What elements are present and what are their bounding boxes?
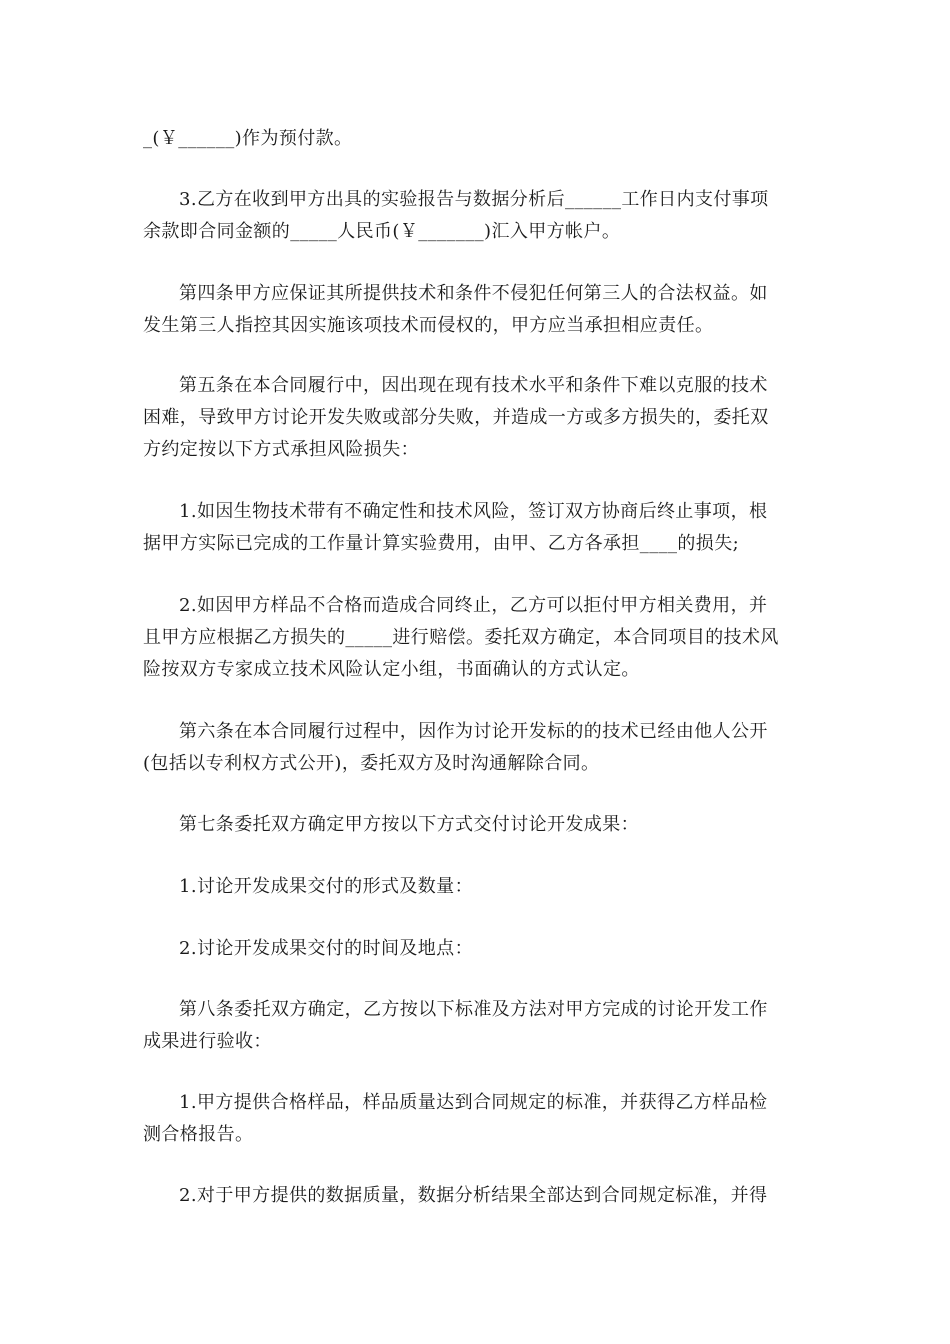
text-line: 余款即合同金额的_____人民币(￥_______)汇入甲方帐户。 bbox=[143, 221, 621, 242]
paragraph-article-5 bbox=[143, 370, 813, 466]
text-line: 第七条委托双方确定甲方按以下方式交付讨论开发成果： bbox=[179, 814, 639, 835]
paragraph-article-8-item-2 bbox=[143, 1180, 813, 1212]
paragraph-article-6 bbox=[143, 716, 813, 780]
text-line: 据甲方实际已完成的工作量计算实验费用，由甲、乙方各承担____的损失; bbox=[143, 533, 740, 554]
text-line: 第五条在本合同履行中，因出现在现有技术水平和条件下难以克服的技术 bbox=[179, 375, 768, 396]
text-line: 第六条在本合同履行过程中，因作为讨论开发标的的技术已经由他人公开 bbox=[179, 721, 768, 742]
paragraph-article-8 bbox=[143, 994, 813, 1058]
paragraph-prepayment bbox=[143, 123, 813, 155]
text-line: 1.甲方提供合格样品，样品质量达到合同规定的标准，并获得乙方样品检 bbox=[179, 1092, 768, 1113]
paragraph-article-8-item-1 bbox=[143, 1087, 813, 1151]
text-line: 且甲方应根据乙方损失的_____进行赔偿。委托双方确定，本合同项目的技术风 bbox=[143, 627, 779, 648]
text-line: _(￥______)作为预付款。 bbox=[143, 128, 353, 149]
text-line: 1.如因生物技术带有不确定性和技术风险，签订双方协商后终止事项，根 bbox=[179, 501, 768, 522]
text-line: 2.对于甲方提供的数据质量，数据分析结果全部达到合同规定标准，并得 bbox=[179, 1185, 768, 1206]
text-line: 困难，导致甲方讨论开发失败或部分失败，并造成一方或多方损失的，委托双 bbox=[143, 407, 769, 428]
text-line: 2.如因甲方样品不合格而造成合同终止，乙方可以拒付甲方相关费用，并 bbox=[179, 595, 768, 616]
text-line: 发生第三人指控其因实施该项技术而侵权的，甲方应当承担相应责任。 bbox=[143, 315, 714, 336]
text-line: 1.讨论开发成果交付的形式及数量： bbox=[179, 876, 473, 897]
paragraph-clause-3-payment bbox=[143, 184, 813, 248]
text-line: (包括以专利权方式公开)，委托双方及时沟通解除合同。 bbox=[143, 753, 600, 774]
paragraph-article-5-item-1 bbox=[143, 496, 813, 560]
text-line: 2.讨论开发成果交付的时间及地点： bbox=[179, 938, 473, 959]
text-line: 险按双方专家成立技术风险认定小组，书面确认的方式认定。 bbox=[143, 659, 640, 680]
text-line: 3.乙方在收到甲方出具的实验报告与数据分析后______工作日内支付事项 bbox=[179, 189, 769, 210]
text-line: 测合格报告。 bbox=[143, 1124, 254, 1145]
paragraph-article-4 bbox=[143, 278, 813, 342]
text-line: 成果进行验收： bbox=[143, 1031, 272, 1052]
paragraph-article-7-item-2 bbox=[143, 933, 813, 965]
text-line: 第四条甲方应保证其所提供技术和条件不侵犯任何第三人的合法权益。如 bbox=[179, 283, 768, 304]
paragraph-article-7 bbox=[143, 809, 813, 841]
paragraph-article-5-item-2 bbox=[143, 590, 813, 686]
text-line: 方约定按以下方式承担风险损失： bbox=[143, 439, 419, 460]
paragraph-article-7-item-1 bbox=[143, 871, 813, 903]
text-line: 第八条委托双方确定，乙方按以下标准及方法对甲方完成的讨论开发工作 bbox=[179, 999, 768, 1020]
